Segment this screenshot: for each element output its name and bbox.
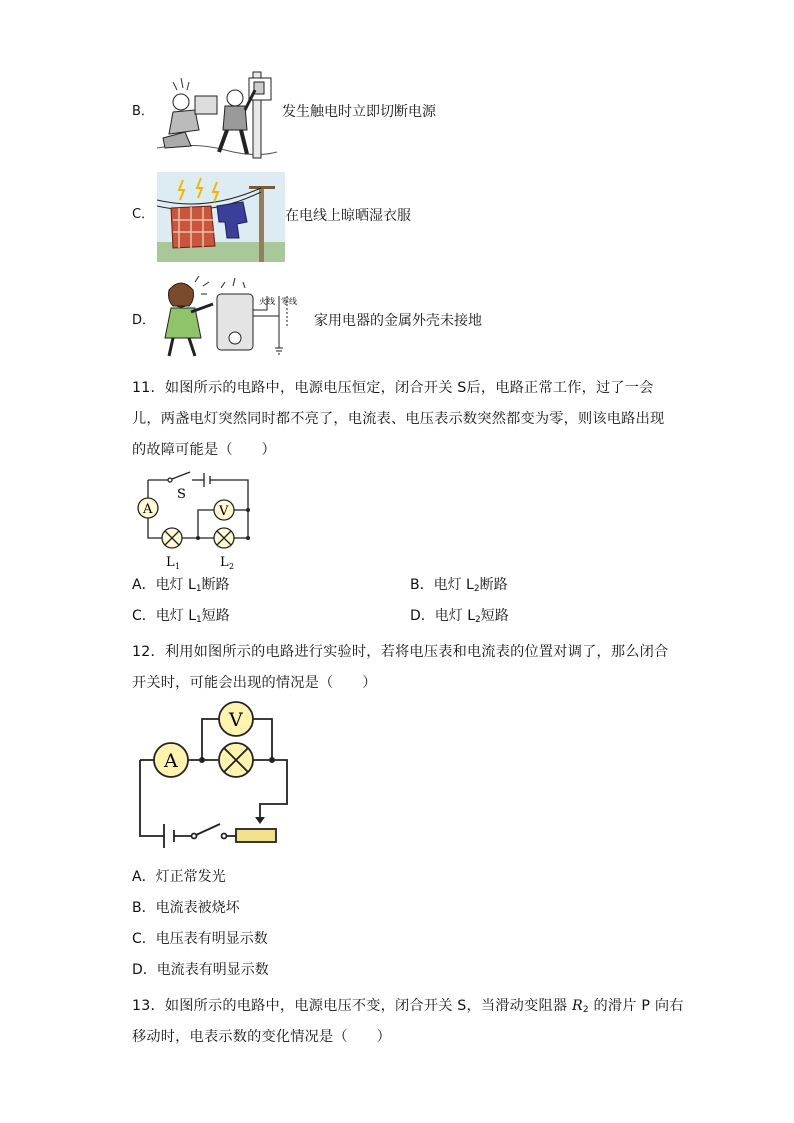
rescue-illustration — [155, 68, 280, 160]
q11-option-b[interactable]: B．电灯 $L_2$断路 — [410, 577, 508, 594]
q11-option-c[interactable]: C．电灯 $L_1$短路 — [132, 608, 230, 625]
q11-lamp1-label: L — [166, 555, 175, 570]
q12-option-a[interactable]: A．灯正常发光 — [132, 869, 226, 885]
q11-ammeter-label: A — [143, 502, 153, 517]
q12-line-2: 开关时，可能会出现的情况是（ ） — [132, 675, 377, 691]
appliance-shock-illustration — [155, 276, 310, 362]
q12-option-d[interactable]: D．电流表有明显示数 — [132, 962, 269, 978]
q11-lamp2-label: L — [220, 555, 229, 570]
q12-voltmeter-label: V — [229, 709, 243, 731]
q11-line-1: 11．如图所示的电路中，电源电压恒定，闭合开关 S后，电路正常工作，过了一会 — [132, 380, 654, 396]
q11-voltmeter-label: V — [219, 504, 229, 519]
option-d-caption: 家用电器的金属外壳未接地 — [314, 313, 482, 329]
q12-ammeter-label: A — [164, 750, 178, 772]
q11-line-2: 儿，两盏电灯突然同时都不亮了，电流表、电压表示数突然都变为零，则该电路出现 — [132, 411, 665, 427]
q11-option-a[interactable]: A．电灯 $L_1$断路 — [132, 577, 230, 594]
option-c-letter: C． — [132, 207, 155, 222]
option-d-letter: D． — [132, 313, 156, 328]
q11-lamp1-sub: 1 — [175, 562, 181, 571]
option-b-caption: 发生触电时立即切断电源 — [282, 104, 436, 120]
q13-line-2: 移动时，电表示数的变化情况是（ ） — [132, 1029, 391, 1045]
q12-circuit-diagram — [132, 700, 297, 855]
option-b-letter: B． — [132, 104, 154, 119]
option-c-caption: 在电线上晾晒湿衣服 — [285, 208, 411, 224]
q11-line-3: 的故障可能是（ ） — [132, 442, 276, 458]
neutral-wire-label: 零线 — [281, 297, 297, 306]
q12-option-c[interactable]: C．电压表有明显示数 — [132, 931, 268, 947]
q11-lamp2-sub: 2 — [229, 562, 235, 571]
q12-line-1: 12．利用如图所示的电路进行实验时，若将电压表和电流表的位置对调了，那么闭合 — [132, 644, 669, 660]
wet-clothes-illustration — [157, 172, 285, 262]
q13-line-1: 13．如图所示的电路中，电源电压不变，闭合开关 S，当滑动变阻器 $R_2$ 的滑片 P 向右 — [132, 998, 684, 1015]
q11-switch-label: S — [177, 487, 186, 502]
q11-option-d[interactable]: D．电灯 $L_2$短路 — [410, 608, 509, 625]
live-wire-label: 火线 — [259, 297, 275, 306]
q12-option-b[interactable]: B．电流表被烧坏 — [132, 900, 240, 916]
q11-circuit-diagram — [130, 470, 260, 575]
